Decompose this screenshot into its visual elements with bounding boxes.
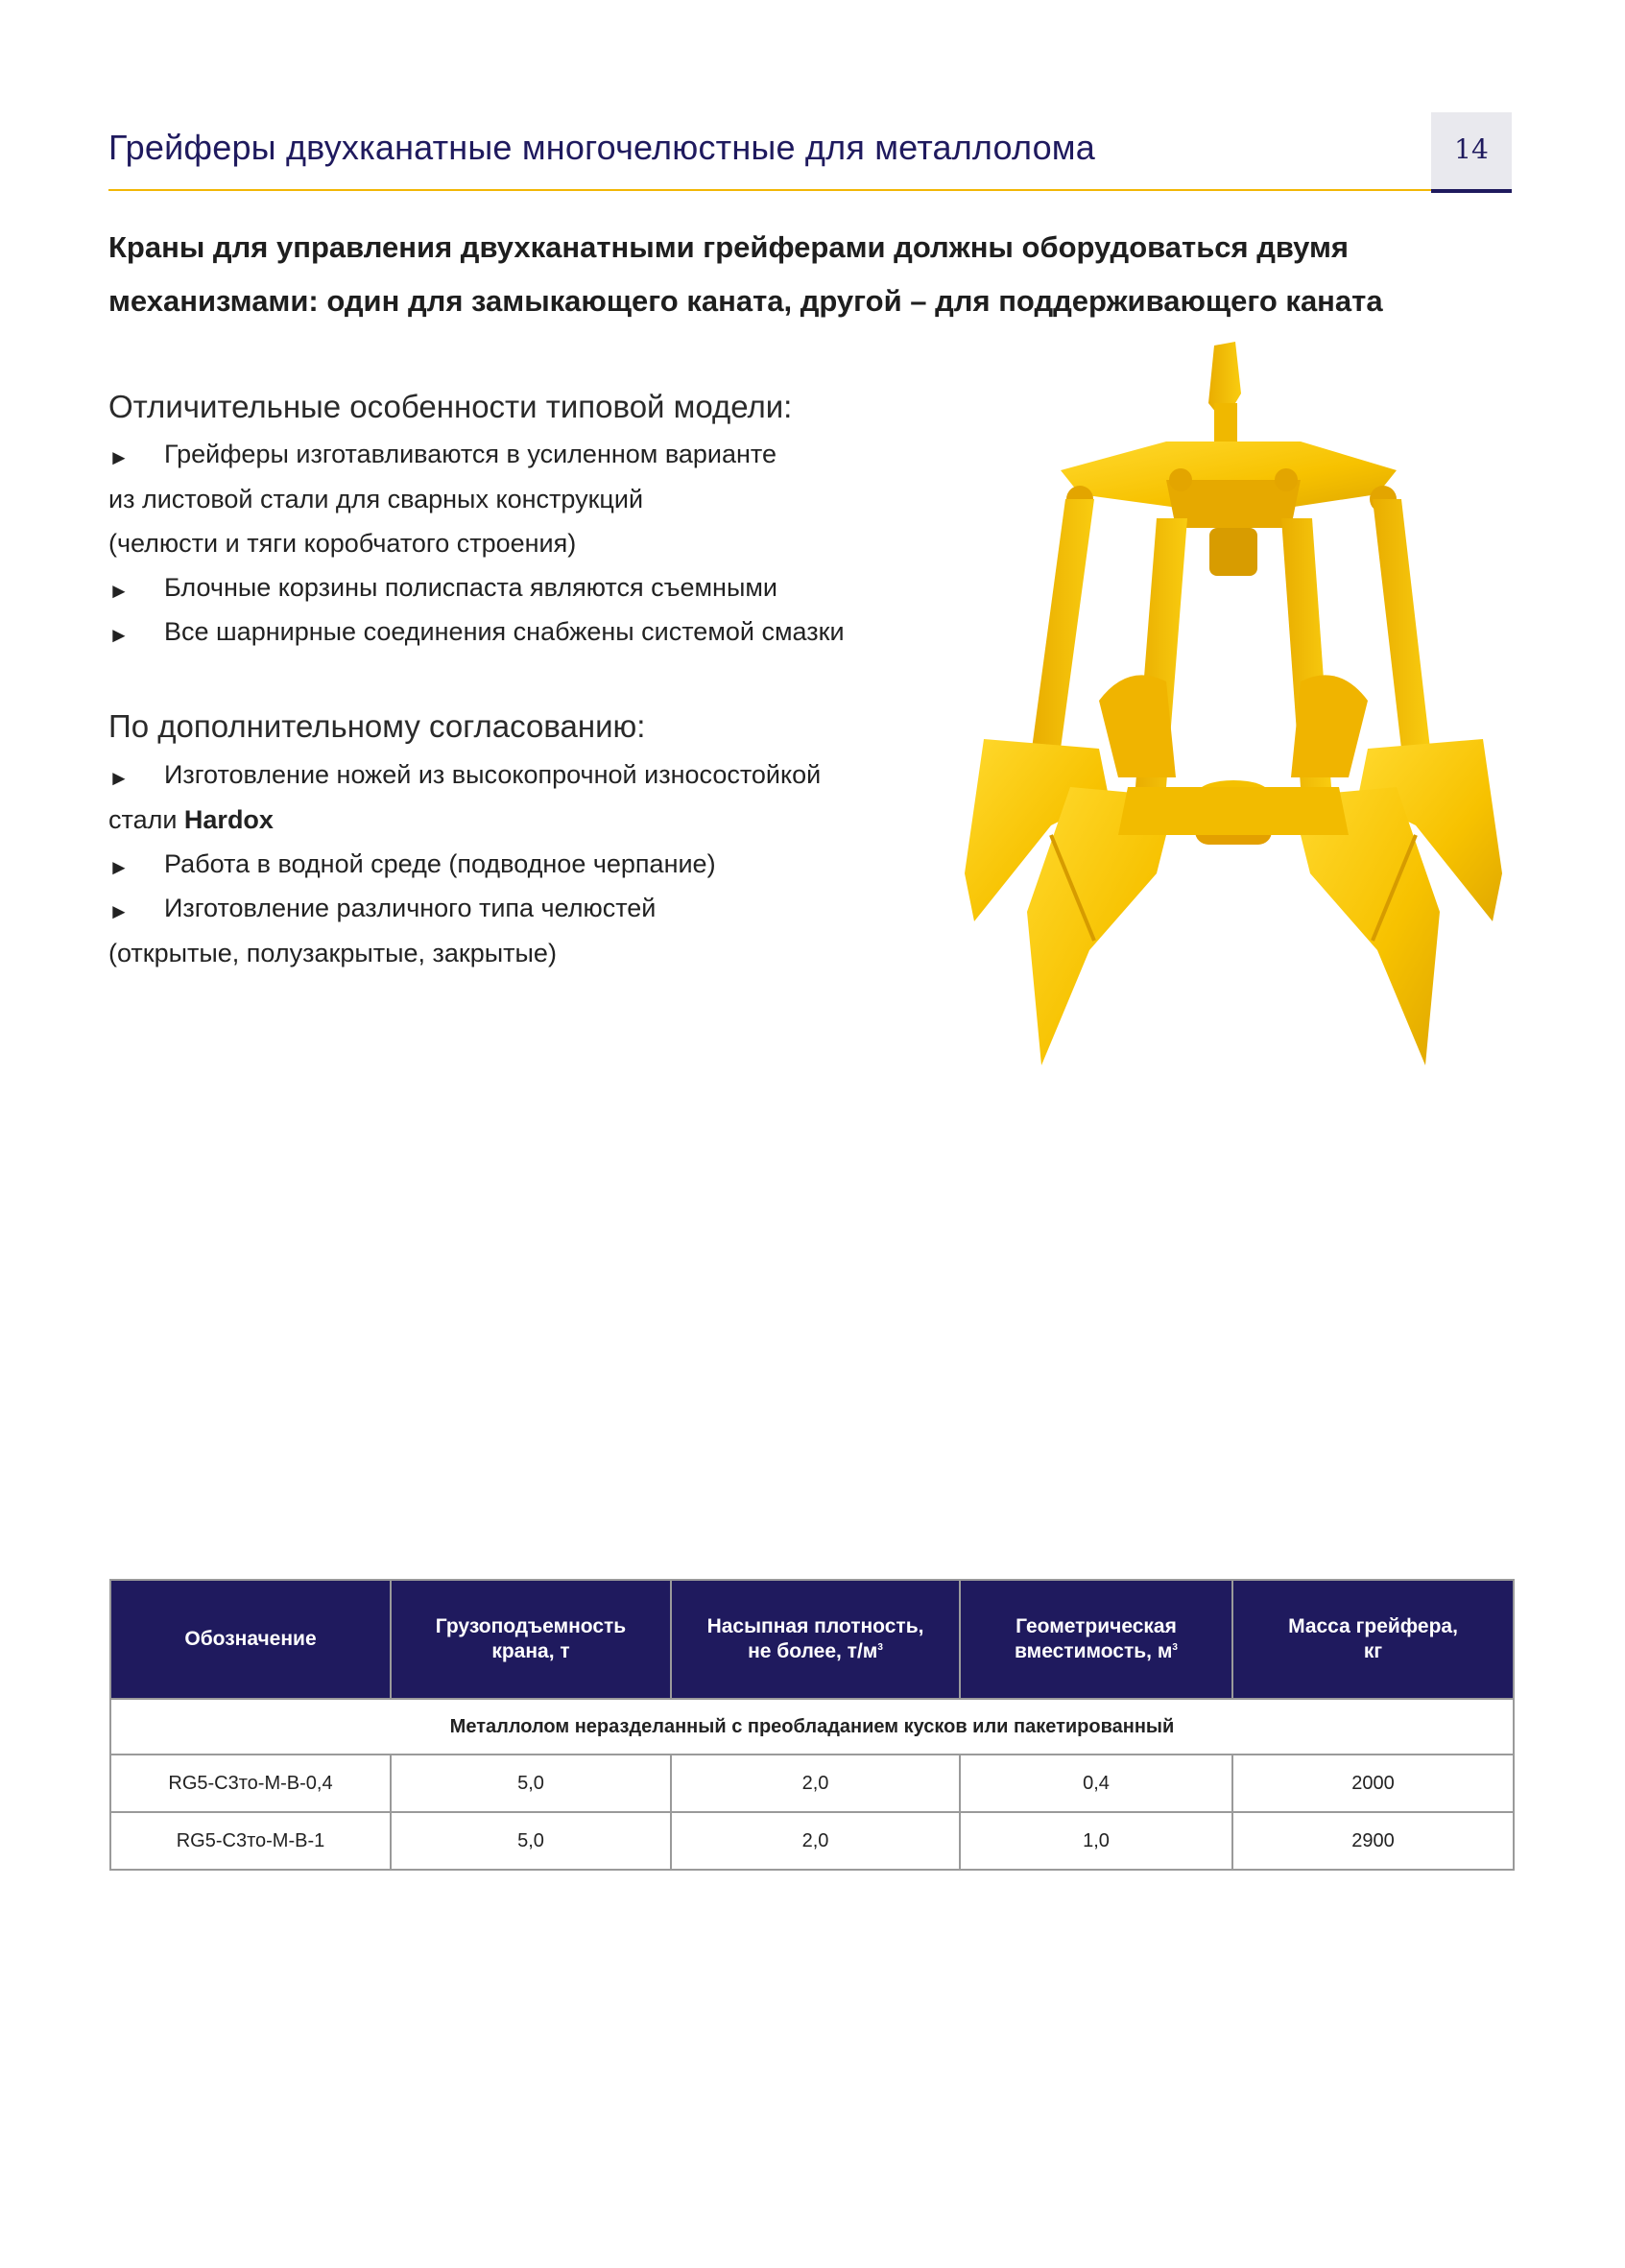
- column-header: Обозначение: [110, 1580, 391, 1699]
- feature-item-2: Блочные корзины полиспаста являются съемными: [164, 573, 777, 602]
- extra-item-1: Изготовление ножей из высокопрочной износостойкой: [164, 760, 822, 789]
- bullet-icon: ►: [108, 579, 130, 603]
- table-row: [110, 1812, 1514, 1870]
- spec-table: [109, 1579, 1515, 1871]
- bullet-icon: ►: [108, 855, 130, 879]
- extra-item-3-cont: (открытые, полузакрытые, закрытые): [108, 939, 557, 967]
- title-underline: [108, 189, 1431, 191]
- page-title: Грейферы двухканатные многочелюстные для металлолома: [108, 128, 1095, 167]
- bullet-icon: ►: [108, 899, 130, 923]
- bullet-icon: ►: [108, 445, 130, 469]
- extra-item-2: Работа в водной среде (подводное черпание): [164, 849, 716, 878]
- table-header-row: [110, 1580, 1514, 1699]
- group-label: Металлолом неразделанный с преобладанием кусков или пакетированный: [110, 1699, 1514, 1755]
- feature-item-1-cont: (челюсти и тяги коробчатого строения): [108, 529, 577, 558]
- page-number-underline: [1431, 189, 1512, 193]
- table-cell: 0,4: [960, 1755, 1232, 1812]
- table-cell: 5,0: [391, 1812, 671, 1870]
- column-header: Геометрическая вместимость, $м^3$: [960, 1580, 1232, 1699]
- table-cell: 2,0: [671, 1755, 960, 1812]
- hardox-label: Hardox: [183, 805, 274, 834]
- bullet-icon: ►: [108, 766, 130, 790]
- column-header: Грузоподъемность крана, т: [391, 1580, 671, 1699]
- column-header: Насыпная плотность, не более, $т/м^3$: [671, 1580, 960, 1699]
- table-cell: 5,0: [391, 1755, 671, 1812]
- table-cell: 1,0: [960, 1812, 1232, 1870]
- table-row: [110, 1755, 1514, 1812]
- feature-item-3: Все шарнирные соединения снабжены системой смазки: [164, 617, 845, 646]
- features-title: Отличительные особенности типовой модели:: [108, 389, 793, 424]
- column-header: Масса грейфера, кг: [1232, 1580, 1514, 1699]
- table-cell: RG5-С3то-М-В-1: [110, 1812, 391, 1870]
- table-cell: 2900: [1232, 1812, 1514, 1870]
- feature-item-1: Грейферы изготавливаются в усиленном варианте: [164, 440, 777, 468]
- table-cell: 2000: [1232, 1755, 1514, 1812]
- extra-title: По дополнительному согласованию:: [108, 708, 646, 744]
- bullet-icon: ►: [108, 623, 130, 647]
- grab-product-image: [936, 336, 1531, 1094]
- extra-item-3: Изготовление различного типа челюстей: [164, 894, 657, 922]
- table-group-row: [110, 1699, 1514, 1755]
- table-cell: 2,0: [671, 1812, 960, 1870]
- page-number: 14: [1454, 133, 1489, 165]
- table-cell: RG5-С3то-М-В-0,4: [110, 1755, 391, 1812]
- extra-item-1-cont: стали Hardox: [108, 805, 274, 834]
- feature-item-1-cont: из листовой стали для сварных конструкций: [108, 485, 644, 513]
- intro-text: Краны для управления двухканатными грейферами должны оборудоваться двумя механизмами: один для замыкающего каната, другой – для поддерживающего каната: [108, 230, 1383, 318]
